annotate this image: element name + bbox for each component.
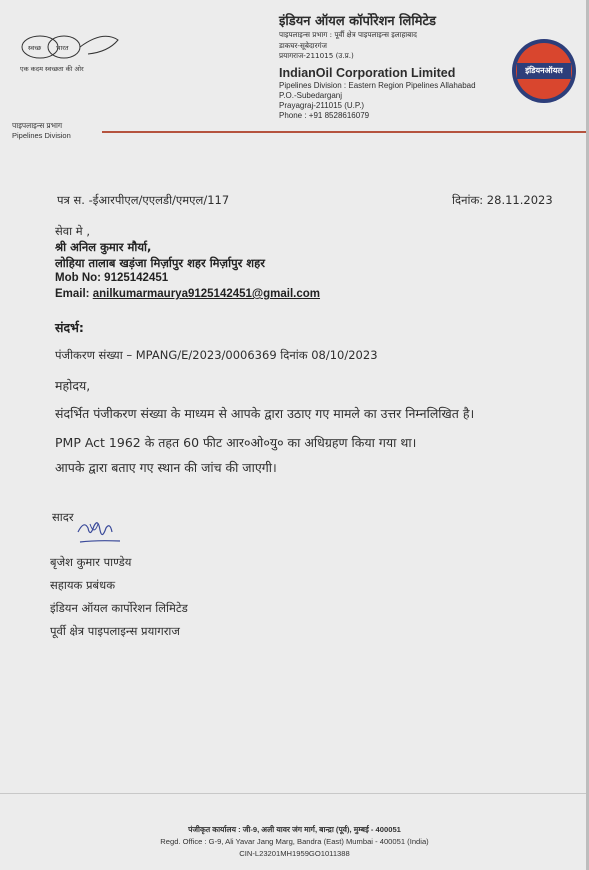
registered-office-english: Regd. Office : G-9, Ali Yavar Jang Marg, Bandra (East) Mumbai - 400051 (India) xyxy=(160,837,429,846)
post-office-hindi: डाकघर-सूबेदारगंज xyxy=(279,40,327,50)
addressee-label: सेवा मे , xyxy=(55,224,90,238)
letter-date: दिनांक: 28.11.2023 xyxy=(452,193,553,207)
swachh-left-text: स्वच्छ xyxy=(28,44,42,52)
cin-number: CIN-L23201MH1959GO1011388 xyxy=(239,849,350,858)
signer-designation: सहायक प्रबंधक xyxy=(50,578,116,592)
division-hindi: पाइपलाइन्स प्रभाग : पूर्वी क्षेत्र पाइपलाइन्स इलाहाबाद xyxy=(279,30,417,39)
recipient-address: लोहिया तालाब खड़ंजा मिर्ज़ापुर शहर मिर्ज़ापुर शहर xyxy=(55,256,265,270)
city-english: Prayagraj-211015 (U.P.) xyxy=(279,101,365,111)
reference-heading: संदर्भ: xyxy=(55,320,84,335)
signer-region: पूर्वी क्षेत्र पाइपलाइन्स प्रयागराज xyxy=(50,624,180,638)
indianoil-logo xyxy=(512,39,576,103)
pipelines-english: Pipelines Division xyxy=(12,131,71,140)
phone-number: Phone : +91 8528616079 xyxy=(279,111,370,121)
company-name-english: IndianOil Corporation Limited xyxy=(279,65,456,80)
signature xyxy=(76,514,122,548)
indianoil-logo-text: इंडियनऑयल xyxy=(517,63,571,79)
header-rule xyxy=(102,131,586,133)
signer-name: बृजेश कुमार पाण्डेय xyxy=(50,555,132,569)
letterhead xyxy=(279,14,509,122)
pipelines-hindi: पाइपलाइन्स प्रभाग xyxy=(12,121,63,130)
recipient-mobile: Mob No: 9125142451 xyxy=(55,272,169,284)
paragraph-2: PMP Act 1962 के तहत 60 फीट आर०ओ०यु० का अधिग्रहण किया गया था। xyxy=(55,435,417,450)
email-link[interactable]: anilkumarmaurya9125142451@gmail.com xyxy=(92,288,321,300)
recipient-name: श्री अनिल कुमार मौर्या, xyxy=(55,240,152,254)
swachh-tagline: एक कदम स्वच्छता की ओर xyxy=(20,65,84,73)
paragraph-1: संदर्भित पंजीकरण संख्या के माध्यम से आपके द्वारा उठाए गए मामले का उत्तर निम्नलिखित है। xyxy=(55,406,475,421)
pipelines-division-label xyxy=(12,121,71,141)
paragraph-3: आपके द्वारा बताए गए स्थान की जांच की जाएगी। xyxy=(55,460,277,475)
registration-reference: पंजीकरण संख्या – MPANG/E/2023/0006369 दिनांक 08/10/2023 xyxy=(55,348,378,362)
swachh-right-text: भारत xyxy=(56,44,69,52)
reference-number: पत्र स. -ईआरपीएल/एएलडी/एमएल/117 xyxy=(57,193,230,207)
recipient-email-line xyxy=(55,288,320,300)
email-label: Email: xyxy=(55,288,93,300)
city-hindi: प्रयागराज-211015 (उ.प्र.) xyxy=(279,51,354,60)
post-office-english: P.O.-Subedarganj xyxy=(279,90,343,100)
division-english: Pipelines Division : Eastern Region Pipelines Allahabad xyxy=(279,80,476,90)
signer-company: इंडियन ऑयल कार्पोरेशन लिमिटेड xyxy=(50,601,188,615)
footer-rule xyxy=(0,793,586,794)
registered-office-hindi: पंजीकृत कार्यालय : जी-9, अली यावर जंग मार्ग, बान्द्रा (पूर्व), मुम्बई - 400051 xyxy=(188,825,401,834)
company-name-hindi: इंडियन ऑयल कॉर्पोरेशन लिमिटेड xyxy=(279,14,436,29)
salutation: महोदय, xyxy=(55,378,91,393)
closing: सादर xyxy=(52,510,74,524)
